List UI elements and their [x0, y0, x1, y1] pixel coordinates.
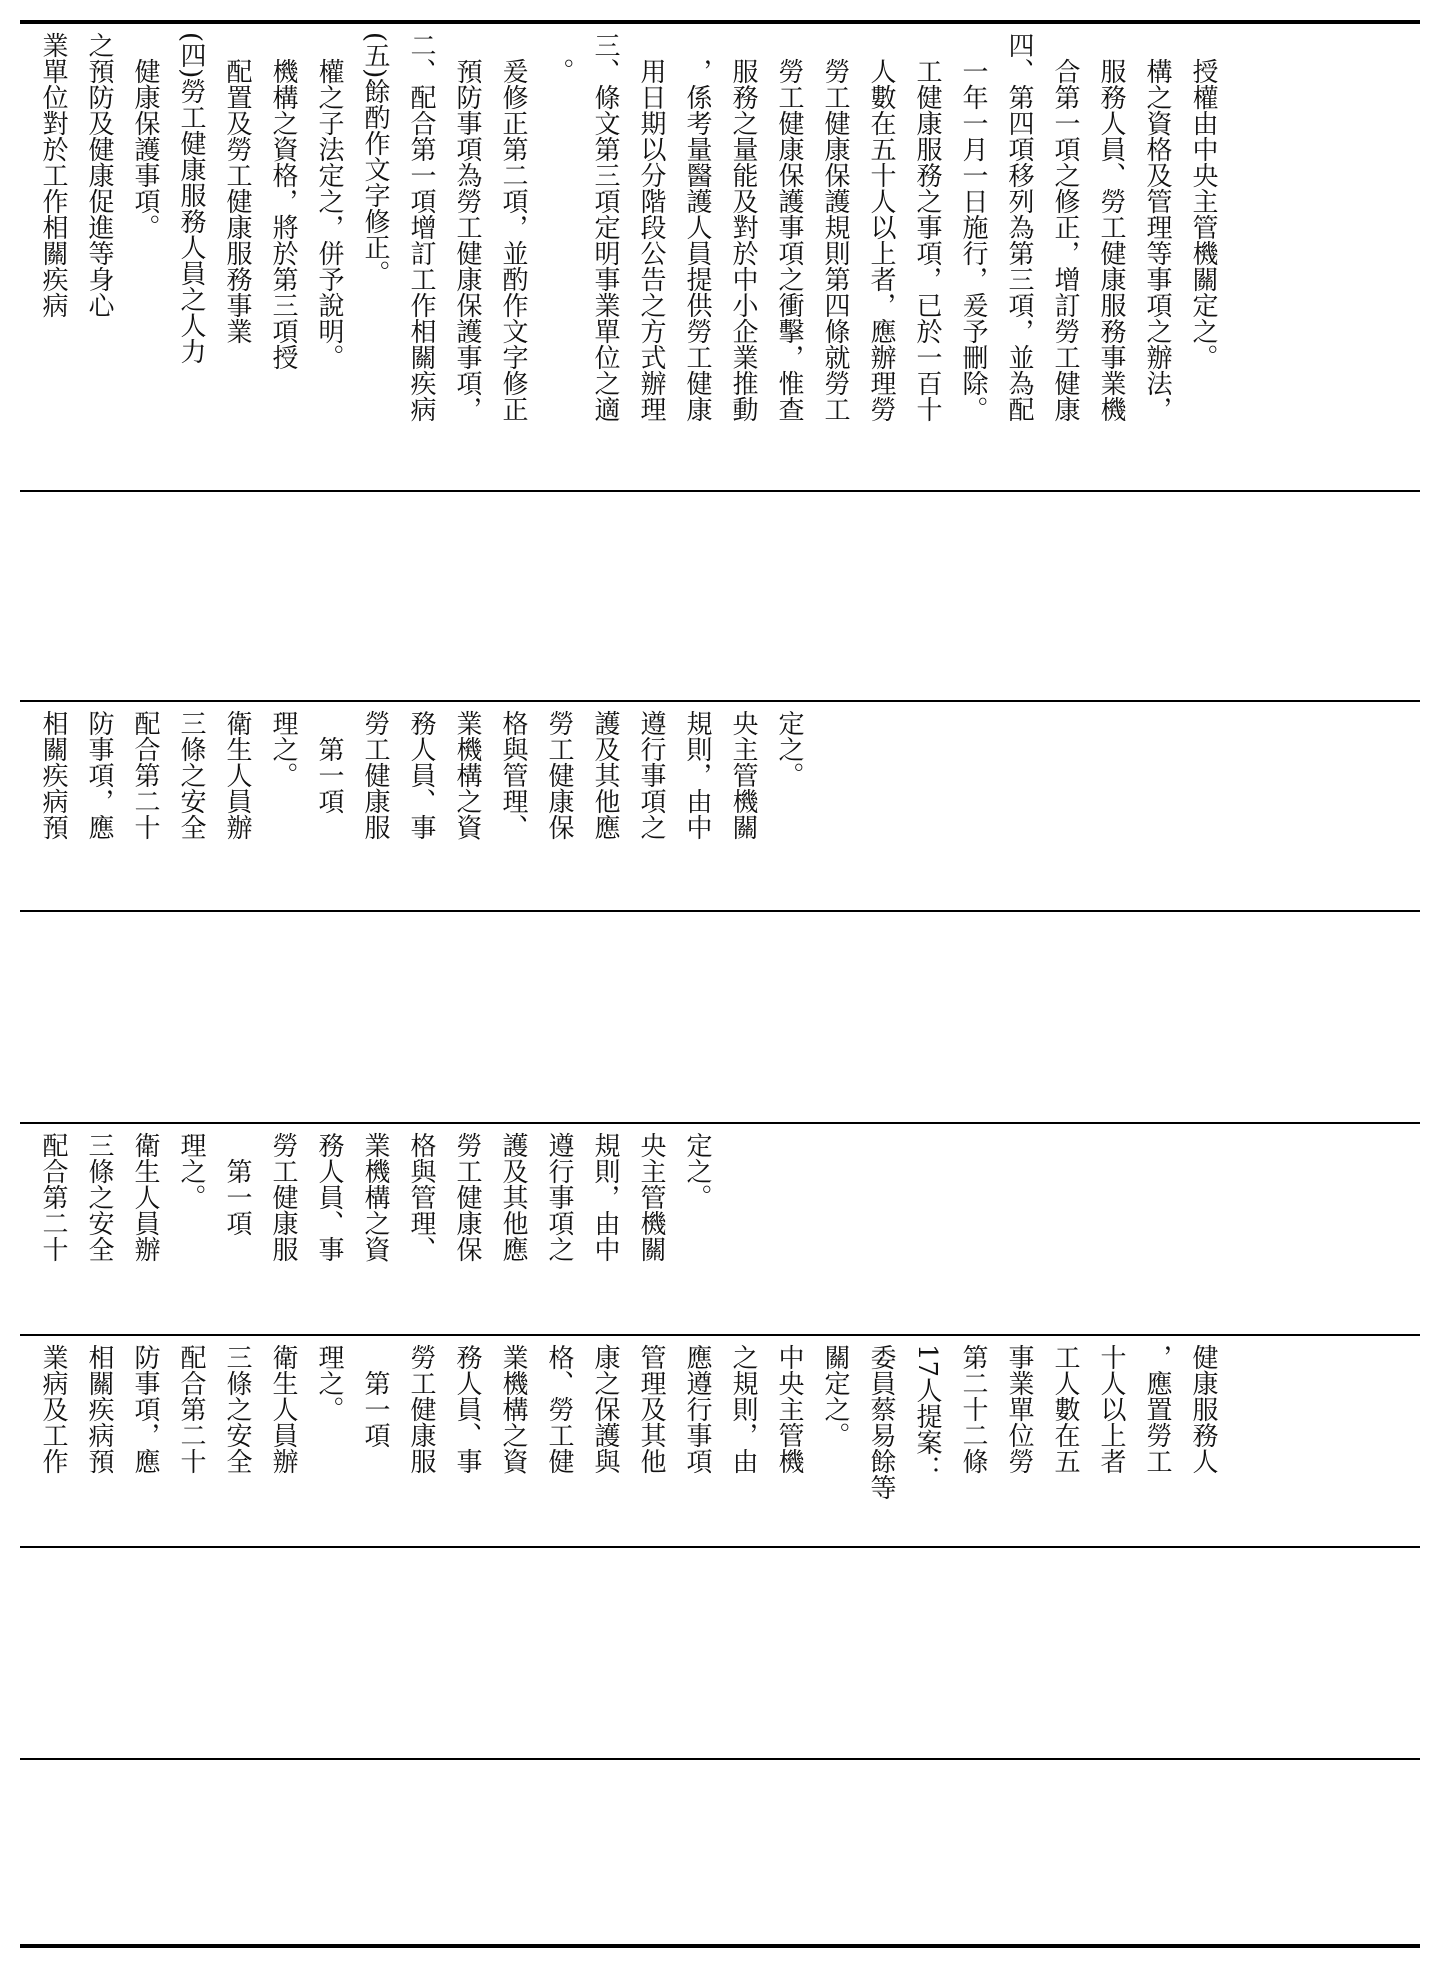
text-line: 護及其他應: [498, 1132, 528, 1262]
text-line: 二、配合第一項增訂工作相關疾病: [406, 32, 436, 422]
text-line: 勞工健康保護規則第四條就勞工: [820, 32, 850, 422]
row-divider-1: [20, 490, 1420, 492]
text-line: 管理及其他: [636, 1344, 666, 1474]
text-line: 三條之安全: [84, 1132, 114, 1262]
text-line: 關定之。: [820, 1344, 850, 1448]
text-line: 理之。: [314, 1344, 344, 1422]
text-line: 護及其他應: [590, 710, 620, 840]
bottom-rule: [20, 1944, 1420, 1948]
text-line: 業病及工作: [38, 1344, 68, 1474]
text-line: 用日期以分階段公告之方式辦理: [636, 32, 666, 422]
text-line: 規則，由中: [590, 1132, 620, 1262]
text-line: 務人員、事: [452, 1344, 482, 1474]
text-line: 遵行事項之: [544, 1132, 574, 1262]
explanation-cell: [20, 24, 1420, 490]
text-line: 規則，由中: [682, 710, 712, 840]
text-line: 之規則，由: [728, 1344, 758, 1474]
text-line: 勞工健康服: [360, 710, 390, 840]
text-line: 業機構之資: [498, 1344, 528, 1474]
text-line: 相關疾病預: [84, 1344, 114, 1474]
text-line: 第一項: [222, 1132, 252, 1236]
text-line: 十人以上者: [1096, 1344, 1126, 1474]
text-line: 一年一月一日施行，爰予刪除。: [958, 32, 988, 422]
text-line: 格與管理、: [406, 1132, 436, 1262]
text-line: 相關疾病預: [38, 710, 68, 840]
text-line: 勞工健康保護事項之衝擊，惟查: [774, 32, 804, 422]
text-line: (五)餘酌作文字修正。: [360, 32, 390, 287]
text-line: 之預防及健康促進等身心: [84, 32, 114, 318]
text-line: 三條之安全: [222, 1344, 252, 1474]
text-line: 配合第二十: [176, 1344, 206, 1474]
text-line: 人數在五十人以上者，應辦理勞: [866, 32, 896, 422]
text-line: 服務人員、勞工健康服務事業機: [1096, 32, 1126, 422]
text-line: 委員蔡易餘等: [866, 1344, 896, 1500]
row-divider-6: [20, 1546, 1420, 1548]
text-line: 勞工健康服: [406, 1344, 436, 1474]
text-line: 17人提案：: [912, 1344, 942, 1482]
text-line: 三條之安全: [176, 710, 206, 840]
text-line: 勞工健康服: [268, 1132, 298, 1262]
text-line: ，係考量醫護人員提供勞工健康: [682, 32, 712, 422]
text-line: 預防事項為勞工健康保護事項，: [452, 32, 482, 422]
current-text: [20, 1124, 1420, 1332]
row-divider-7: [20, 1758, 1420, 1760]
text-line: (四)勞工健康服務人員之人力: [176, 32, 206, 365]
text-line: 四、第四項移列為第三項，並為配: [1004, 32, 1034, 422]
row-divider-3: [20, 910, 1420, 912]
text-line: 業機構之資: [452, 710, 482, 840]
text-line: 工人數在五: [1050, 1344, 1080, 1474]
text-line: 務人員、事: [314, 1132, 344, 1262]
text-line: 勞工健康保: [544, 710, 574, 840]
text-line: 機構之資格，將於第三項授: [268, 32, 298, 370]
text-line: 防事項，應: [130, 1344, 160, 1474]
committee-text-cell: [20, 1336, 1420, 1544]
text-line: 業機構之資: [360, 1132, 390, 1262]
text-line: 防事項，應: [84, 710, 114, 840]
text-line: 第一項: [360, 1344, 390, 1448]
text-line: 勞工健康保: [452, 1132, 482, 1262]
current-text-cell: [20, 1124, 1420, 1332]
text-line: 理之。: [268, 710, 298, 788]
text-line: 第二十二條: [958, 1344, 988, 1474]
text-line: 格、勞工健: [544, 1344, 574, 1474]
text-line: 衛生人員辦: [268, 1344, 298, 1474]
text-line: 服務之量能及對於中小企業推動: [728, 32, 758, 422]
text-line: ，應置勞工: [1142, 1344, 1172, 1474]
text-line: 構之資格及管理等事項之辦法，: [1142, 32, 1172, 422]
text-line: 中央主管機: [774, 1344, 804, 1474]
text-line: 事業單位勞: [1004, 1344, 1034, 1474]
text-line: 配置及勞工健康服務事業: [222, 32, 252, 344]
text-line: 健康保護事項。: [130, 32, 160, 240]
text-line: 健康服務人: [1188, 1344, 1218, 1474]
text-line: 定之。: [774, 710, 804, 788]
text-line: 工健康服務之事項，已於一百十: [912, 32, 942, 422]
text-line: 央主管機關: [728, 710, 758, 840]
text-line: 央主管機關: [636, 1132, 666, 1262]
text-line: 務人員、事: [406, 710, 436, 840]
text-line: 。: [544, 32, 574, 84]
text-line: 權之子法定之，併予說明。: [314, 32, 344, 370]
text-line: 三、條文第三項定明事業單位之適: [590, 32, 620, 422]
text-line: 格與管理、: [498, 710, 528, 840]
text-line: 衛生人員辦: [130, 1132, 160, 1262]
explanation-text: [20, 24, 1420, 490]
committee-text: [20, 1336, 1420, 1544]
text-line: 業單位對於工作相關疾病: [38, 32, 68, 318]
text-line: 定之。: [682, 1132, 712, 1210]
text-line: 衛生人員辦: [222, 710, 252, 840]
text-line: 配合第二十: [38, 1132, 68, 1262]
text-line: 爰修正第二項，並酌作文字修正: [498, 32, 528, 422]
text-line: 授權由中央主管機關定之。: [1188, 32, 1218, 370]
text-line: 理之。: [176, 1132, 206, 1210]
proposed-text-cell: [20, 702, 1420, 910]
text-line: 康之保護與: [590, 1344, 620, 1474]
text-line: 合第一項之修正，增訂勞工健康: [1050, 32, 1080, 422]
text-line: 第一項: [314, 710, 344, 814]
text-line: 遵行事項之: [636, 710, 666, 840]
proposed-text: [20, 702, 1420, 910]
text-line: 應遵行事項: [682, 1344, 712, 1474]
text-line: 配合第二十: [130, 710, 160, 840]
